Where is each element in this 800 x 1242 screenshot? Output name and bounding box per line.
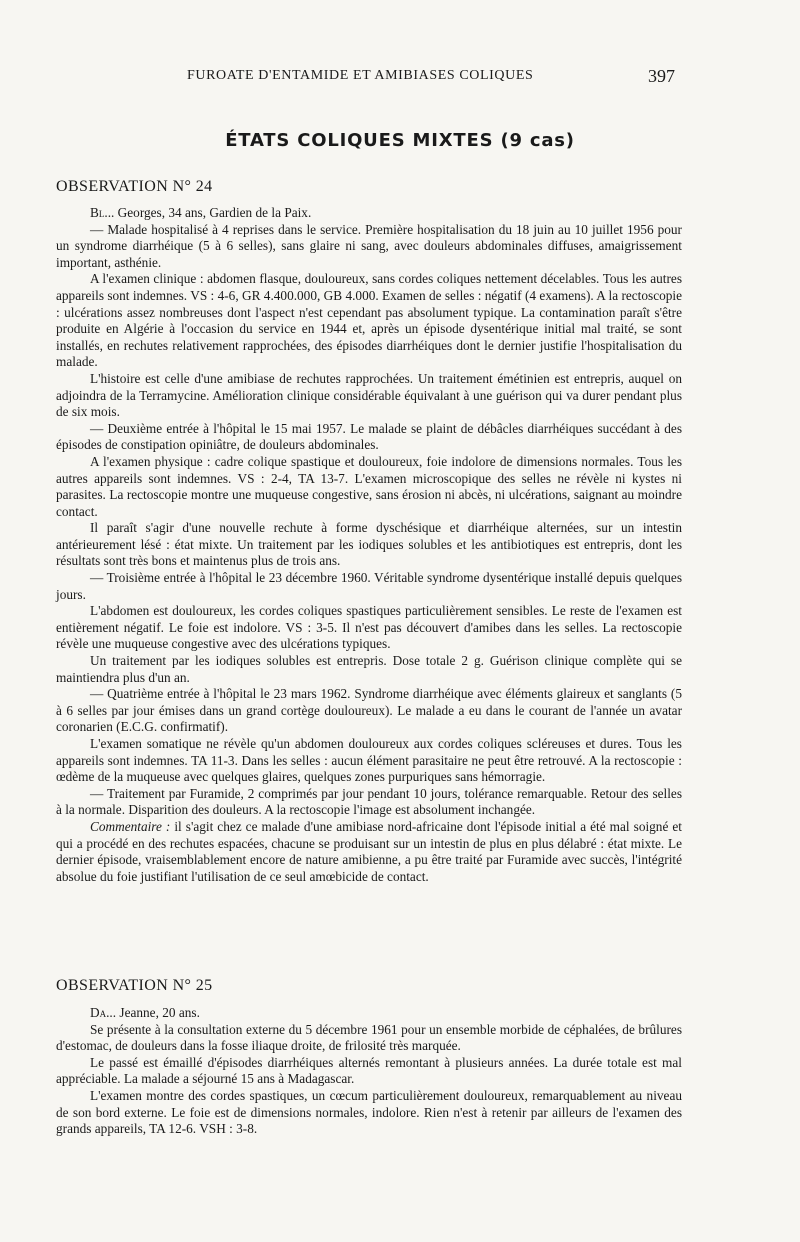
running-header (0, 66, 800, 90)
paragraph: — Malade hospitalisé à 4 reprises dans le service. Première hospitalisation du 18 juin au 10 juillet 1956 pour un syndrome diarrhéique (5 à 6 selles), sans glaire ni sang, avec douleurs abdominales diffuses, amaigrissement important, asthénie. (56, 221, 682, 270)
paragraph: L'histoire est celle d'une amibiase de rechutes rapprochées. Un traitement émétinien est entrepris, auquel on adjoindra de la Terramycine. Amélioration clinique considérable équivalant à une guérison qui va durer pendant plus de six mois. (56, 370, 682, 420)
observation-heading: OBSERVATION N° 24 (56, 178, 213, 195)
paragraph: Un traitement par les iodiques solubles est entrepris. Dose totale 2 g. Guérison clinique complète qui se maintiendra plus d'un an. (56, 653, 682, 685)
patient-details: Jeanne, 20 ans. (116, 1005, 200, 1020)
paragraph: Se présente à la consultation externe du 5 décembre 1961 pour un ensemble morbide de céphalées, de brûlures d'estomac, de douleurs dans la fosse iliaque droite, de frilosité très marquée. (56, 1021, 682, 1054)
section-title-text: ÉTATS COLIQUES MIXTES (225, 130, 494, 151)
section-title (0, 130, 800, 151)
patient-name: Bl... (90, 205, 115, 220)
patient-line (56, 205, 682, 222)
paragraph: — Quatrième entrée à l'hôpital le 23 mars 1962. Syndrome diarrhéique avec éléments glaireux et sanglants (5 à 6 selles par jour émises dans un grand cortège douloureux). Le malade a eu dans le courant de l'année un avatar coronarien (E.C.G. confirmatif). (56, 686, 682, 735)
commentary-text: il s'agit chez ce malade d'une amibiase nord-africaine dont l'épisode initial a été mal soigné et qui a procédé en des rechutes espacées, chacune se produisant sur un intestin de plus en plus délabré : état mixte. Le dernier épisode, vraisemblablement encore de nature amibienne, a pu être traité par Furamide avec succès, l'intégrité absolue du foie justifiant l'utilisation de ce seul amœbicide de contact. (56, 818, 682, 884)
patient-line (56, 1005, 682, 1022)
paragraph: Il paraît s'agir d'une nouvelle rechute à forme dyschésique et diarrhéique alternées, sur un intestin antérieurement lésé : état mixte. Un traitement par les iodiques solubles et les antibiotiques est entrepris, dont les résultats sont très bons et maintenus plus de trois ans. (56, 520, 682, 569)
paragraph: — Traitement par Furamide, 2 comprimés par jour pendant 10 jours, tolérance remarquable. Retour des selles à la normale. Disparition des douleurs. A la rectoscopie l'image est absolument inchangée. (56, 785, 682, 818)
paragraph: Le passé est émaillé d'épisodes diarrhéiques alternés remontant à plusieurs années. La durée totale est mal appréciable. La malade a séjourné 15 ans à Madagascar. (56, 1054, 682, 1087)
observation-body (56, 1005, 682, 1138)
paragraph: L'examen somatique ne révèle qu'un abdomen douloureux aux cordes coliques scléreuses et dures. Tous les appareils sont indemnes. TA 11-3. Dans les selles : aucun élément parasitaire ne peut être retrouvé. A la rectoscopie : œdème de la muqueuse avec quelques glaires, quelques zones purpuriques sans hémorragie. (56, 736, 682, 785)
commentary-label: Commentaire : (90, 818, 171, 834)
page-number: 397 (648, 66, 675, 86)
observation-body (56, 205, 682, 885)
paragraph: — Deuxième entrée à l'hôpital le 15 mai 1957. Le malade se plaint de débâcles diarrhéiques succédant à des épisodes de constipation opiniâtre, de douleurs abdominales. (56, 420, 682, 453)
patient-details: Georges, 34 ans, Gardien de la Paix. (114, 205, 312, 220)
paragraph: — Troisième entrée à l'hôpital le 23 décembre 1960. Véritable syndrome dysentérique installé depuis quelques jours. (56, 570, 682, 602)
paragraph: L'examen montre des cordes spastiques, un cœcum particulièrement douloureux, remarquablement au niveau de son bord externe. Le foie est de dimensions normales, indolore. Rien n'est à retenir par ailleurs de l'examen des grands appareils, TA 12-6. VSH : 3-8. (56, 1087, 682, 1137)
paragraph: A l'examen physique : cadre colique spastique et douloureux, foie indolore de dimensions normales. Tous les autres appareils sont indemnes. VS : 2-4, TA 13-7. L'examen microscopique des selles ne révèle ni kystes ni parasites. La rectoscopie montre une muqueuse congestive, sans érosion ni abcès, ni ulcérations, saignant au moindre contact. (56, 453, 682, 519)
paragraph: A l'examen clinique : abdomen flasque, douloureux, sans cordes coliques nettement décelables. Tous les autres appareils sont indemnes. VS : 4-6, GR 4.400.000, GB 4.000. Examen de selles : négatif (4 examens). A la rectoscopie : ulcérations assez nombreuses dont l'aspect n'est cependant pas absolument typique. La contamination paraît s'être produite en Algérie à l'occasion du service en 1944 et, après un épisode dysentérique initial mal traité, se sont installés, en rechutes relativement rapprochées, des épisodes diarrhéiques dont le dernier justifie l'hospitalisation du malade. (56, 271, 682, 370)
patient-name: Da... (90, 1005, 117, 1020)
commentary (56, 819, 682, 885)
paragraph: L'abdomen est douloureux, les cordes coliques spastiques particulièrement sensibles. Le reste de l'examen est entièrement négatif. Le foie est indolore. VS : 3-5. Il n'est pas découvert d'amibes dans les selles. La rectoscopie révèle une muqueuse congestive avec des ulcérations typiques. (56, 603, 682, 652)
section-case-count: (9 cas) (500, 130, 575, 151)
running-title: FUROATE D'ENTAMIDE ET AMIBIASES COLIQUES (187, 68, 534, 83)
observation-heading: OBSERVATION N° 25 (56, 977, 213, 994)
